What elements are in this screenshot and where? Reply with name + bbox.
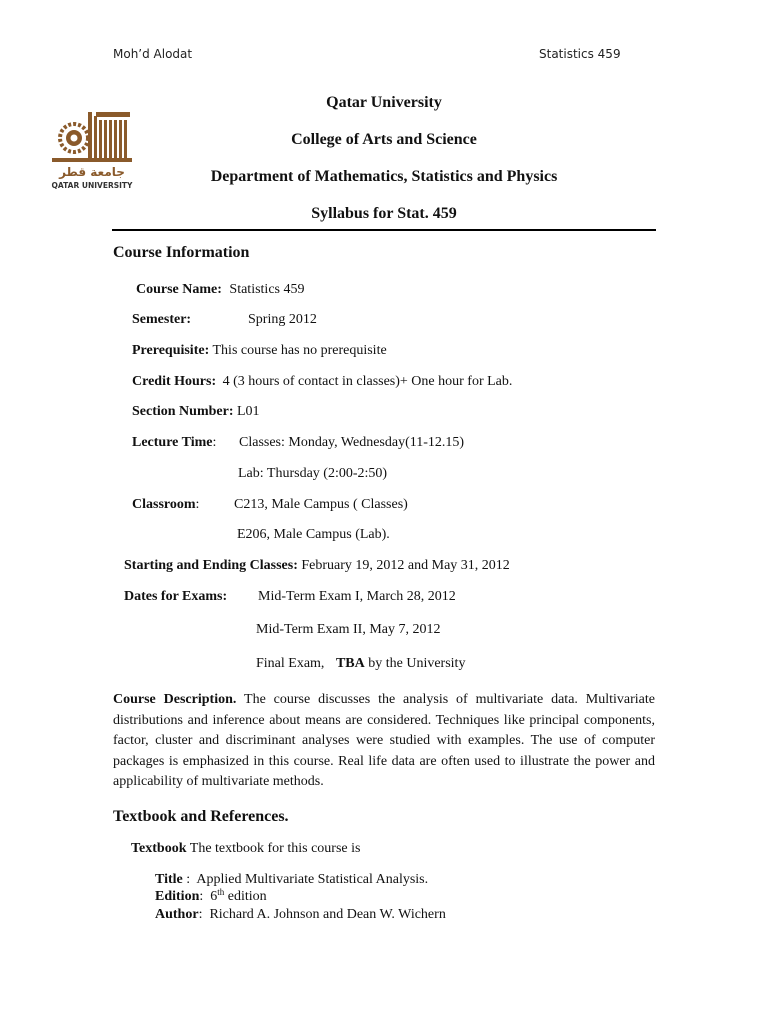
book-edition-label: Edition [155,889,200,904]
exam-final-row [256,656,465,672]
semester-row [132,312,191,328]
book-author-value: Richard A. Johnson and Dean W. Wichern [209,907,446,922]
exam-dates-row [124,589,227,605]
lecture-time-row [132,435,216,451]
book-edition-word: edition [224,889,267,904]
book-edition-superscript: th [217,887,225,897]
classroom-colon: : [195,497,200,512]
header-author: Moh’d Alodat [113,47,193,61]
lecture-time-lab: Lab: Thursday (2:00-2:50) [238,466,388,481]
textbook-intro: The textbook for this course is [189,841,361,856]
section-number-row [132,404,260,420]
course-information-heading: Course Information [113,244,250,261]
classroom-row [132,497,199,513]
book-title-value: Applied Multivariate Statistical Analysis. [196,872,429,887]
semester-label: Semester: [132,312,192,327]
book-edition-separator: : [199,889,211,904]
book-edition-row [155,889,267,905]
lecture-time-classes: Classes: Monday, Wednesday(11-12.15) [239,435,465,450]
course-description-label: Course Description. [113,692,237,707]
start-end-value: February 19, 2012 and May 31, 2012 [301,558,510,573]
semester-value: Spring 2012 [248,312,317,327]
college-title: College of Arts and Science [291,131,477,148]
classroom-classes: C213, Male Campus ( Classes) [234,497,408,512]
lecture-time-label: Lecture Time [132,435,213,450]
textbook-label: Textbook [131,841,187,856]
credit-hours-row [132,374,512,390]
exam-midterm-2: Mid-Term Exam II, May 7, 2012 [256,622,441,637]
course-description-text: The course discusses the analysis of multivariate data. Multivariate distributions and inference about means are considered. Techniques like principal components, factor, cluster and discriminant analyses were studied with examples. The use of computer packages is emphasized in this course. Real life data are often used to illustrate the power and applicability of multivariate methods. [113,692,655,790]
exam-midterm-1: Mid-Term Exam I, March 28, 2012 [258,589,456,604]
course-name-value: Statistics 459 [229,282,305,297]
title-divider [112,229,656,231]
credit-hours-label: Credit Hours: [132,374,217,389]
prerequisite-value: This course has no prerequisite [212,343,387,358]
book-title-separator: : [182,872,197,887]
book-author-separator: : [198,907,210,922]
department-title: Department of Mathematics, Statistics and Physics [210,168,558,185]
textbook-row [131,841,360,857]
logo-arabic-text: جامعة قطر [59,165,125,179]
credit-hours-value: 4 (3 hours of contact in classes)+ One hour for Lab. [222,374,513,389]
section-number-value: L01 [237,404,260,419]
lecture-time-colon: : [212,435,217,450]
university-title: Qatar University [326,94,442,111]
classroom-lab: E206, Male Campus (Lab). [237,527,390,542]
book-title-row [155,872,428,888]
prerequisite-label: Prerequisite: [132,343,210,358]
exam-final-suffix: by the University [368,656,466,671]
course-name-label: Course Name: [136,282,222,297]
prerequisite-row [132,343,387,359]
header-course: Statistics 459 [539,47,621,61]
section-number-label: Section Number: [132,404,234,419]
start-end-row [124,558,510,574]
exam-final-tba: TBA [335,656,365,671]
course-name-row [136,282,304,298]
syllabus-title: Syllabus for Stat. 459 [311,205,457,222]
textbook-references-heading: Textbook and References. [113,808,289,825]
exam-final-label: Final Exam, [256,656,325,671]
course-description-paragraph [113,690,655,793]
book-author-row [155,907,446,923]
book-edition-number: 6 [210,889,218,904]
start-end-label: Starting and Ending Classes: [124,558,298,573]
book-title-label: Title [155,872,183,887]
classroom-label: Classroom [132,497,196,512]
book-author-label: Author [155,907,199,922]
exam-dates-label: Dates for Exams: [124,589,228,604]
logo-english-text: QATAR UNIVERSITY [51,181,133,190]
